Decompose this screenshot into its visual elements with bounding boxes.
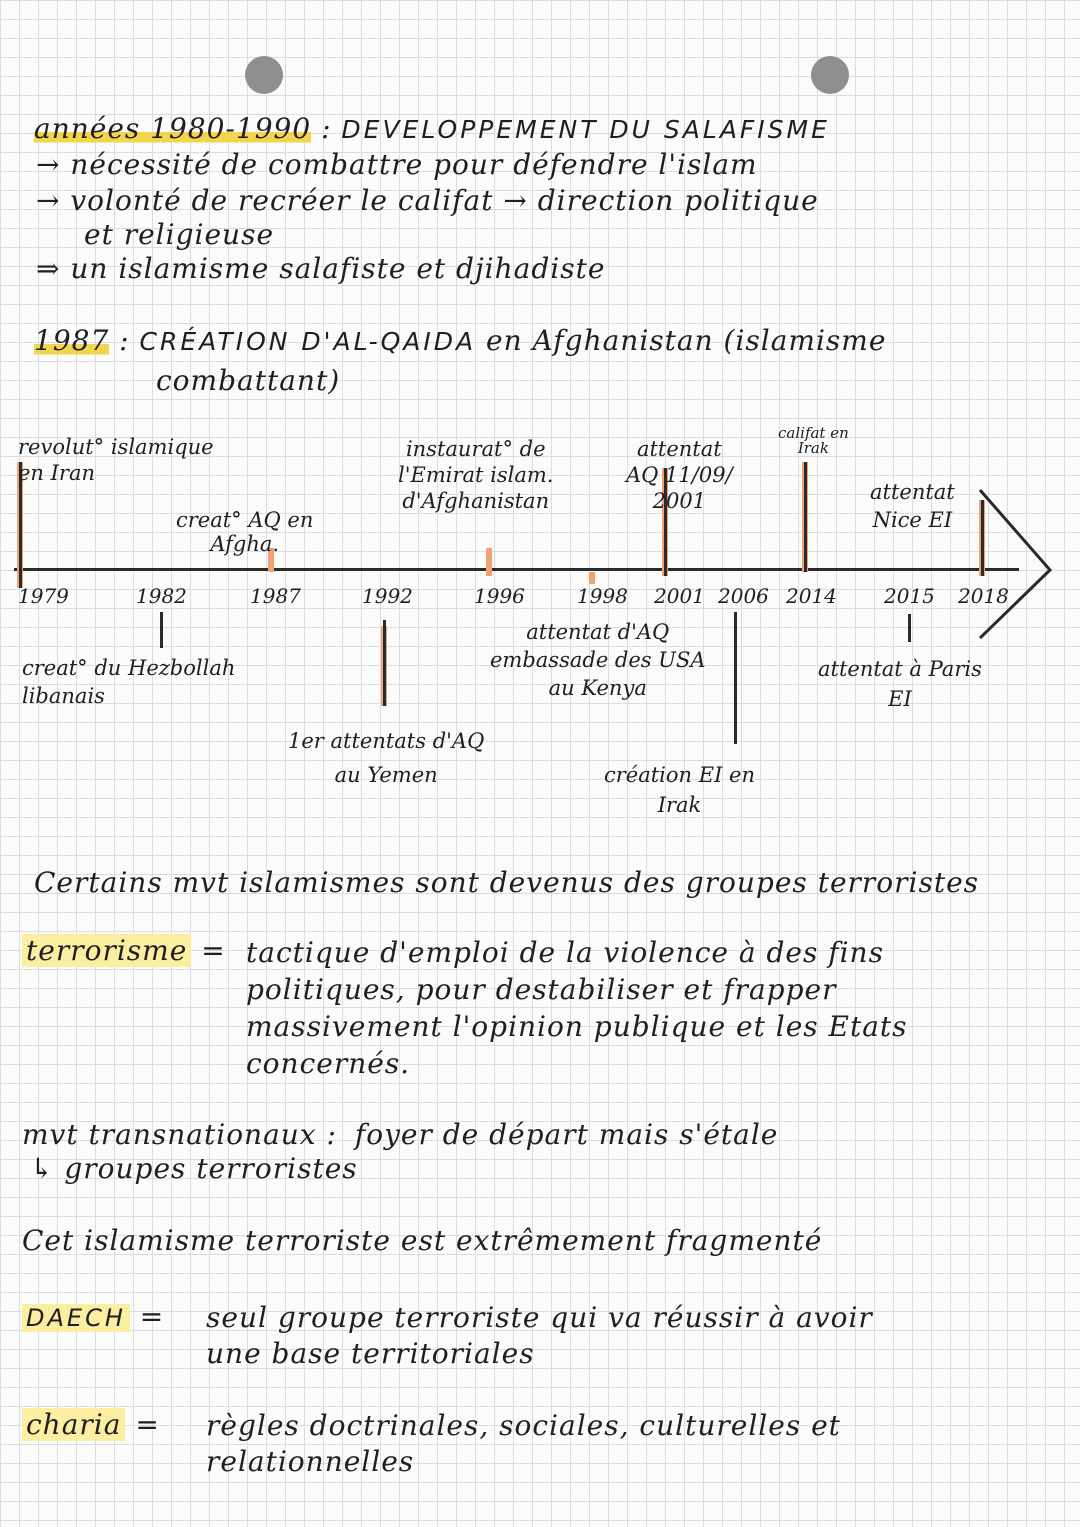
label-revolution-1: revolut° islamique: [18, 435, 214, 459]
label-creation-ei-2: Irak: [657, 793, 702, 817]
label-kenya-2: embassade des USA: [490, 648, 706, 672]
label-creat-aq: [176, 508, 313, 556]
transnational-sub: ↳ groupes terroristes: [30, 1152, 358, 1185]
timeline-axis: [14, 568, 1019, 571]
label-kenya: [490, 618, 706, 702]
def-daech-line1: seul groupe terroriste qui va réussir à avoir: [206, 1301, 873, 1334]
label-califat-2: Irak: [797, 439, 829, 457]
label-creation-ei-1: création EI en: [604, 763, 755, 787]
section2-rest2: combattant): [156, 364, 341, 397]
year-2015: 2015: [884, 584, 935, 608]
tick-2014: [804, 462, 807, 572]
label-revolution-2: en Iran: [18, 461, 96, 485]
label-califat: [778, 426, 849, 456]
label-emirat: [398, 436, 553, 514]
label-yemen: [288, 724, 484, 792]
year-1987: 1987: [250, 584, 301, 608]
def-terrorisme-line3: massivement l'opinion publique et les Etats: [246, 1010, 908, 1043]
section1-title: DEVELOPPEMENT DU SALAFISME: [341, 115, 830, 144]
label-creat-aq-1: creat° AQ en: [176, 508, 314, 532]
term-charia: charia: [22, 1408, 125, 1441]
def-daech-lines: [206, 1300, 873, 1372]
def-charia-line2: relationnelles: [206, 1445, 415, 1478]
year-1998: 1998: [577, 584, 628, 608]
marker-1998: [589, 572, 595, 584]
label-paris: [818, 654, 982, 714]
punch-hole-left: [245, 56, 283, 94]
section1-colon: :: [321, 112, 332, 145]
year-1992: 1992: [362, 584, 413, 608]
label-attentat-911: [626, 436, 733, 514]
term-terrorisme: terrorisme: [22, 934, 191, 967]
tick-1982: [160, 612, 163, 648]
label-kenya-3: au Kenya: [548, 676, 647, 700]
year-2018: 2018: [958, 584, 1009, 608]
def-charia-line1: règles doctrinales, sociales, culturelles et: [206, 1409, 841, 1442]
def-charia-lines: [206, 1408, 841, 1480]
label-emirat-2: l'Emirat islam.: [398, 463, 554, 487]
label-paris-2: EI: [888, 687, 912, 711]
term-daech: DAECH: [22, 1304, 130, 1332]
paragraph-fragmente: Cet islamisme terroriste est extrêmement fragmenté: [22, 1224, 823, 1257]
label-emirat-3: d'Afghanistan: [402, 489, 550, 513]
label-attentat-911-2: AQ 11/09/: [626, 463, 733, 487]
eq-daech: =: [139, 1300, 165, 1333]
year-2001: 2001: [654, 584, 705, 608]
label-yemen-2: au Yemen: [334, 763, 438, 787]
section1-line2: → volonté de recréer le califat → direction politique: [36, 184, 819, 217]
year-1979: 1979: [18, 584, 69, 608]
year-1996: 1996: [474, 584, 525, 608]
year-2014: 2014: [786, 584, 837, 608]
tick-1992: [383, 620, 386, 706]
section2-heading: [34, 324, 886, 357]
transnational-line: [22, 1118, 778, 1151]
label-nice-2: Nice EI: [872, 508, 953, 532]
def-terrorisme-line2: politiques, pour destabiliser et frapper: [246, 973, 837, 1006]
section1-date: années 1980-1990: [34, 112, 312, 145]
def-daech-line2: une base territoriales: [206, 1337, 535, 1370]
tick-2006: [734, 612, 737, 744]
label-kenya-1: attentat d'AQ: [526, 620, 670, 644]
definition-charia: [22, 1408, 160, 1441]
timeline-arrowhead: [978, 488, 1058, 648]
section1-line4: ⇒ un islamisme salafiste et djihadiste: [36, 252, 606, 285]
label-califat-1: califat en: [778, 424, 849, 442]
term-transnational: mvt transnationaux :: [22, 1118, 337, 1151]
label-nice-1: attentat: [870, 480, 955, 504]
label-attentat-911-3: 2001: [652, 489, 707, 513]
def-terrorisme-line4: concernés.: [246, 1047, 411, 1080]
section2-title: CRÉATION D'AL-QAIDA: [139, 327, 477, 356]
eq-charia: =: [135, 1408, 160, 1441]
def-terrorisme-lines: [246, 934, 908, 1082]
section1-line3: et religieuse: [84, 218, 275, 251]
label-nice: [870, 478, 955, 534]
definition-daech: [22, 1300, 164, 1333]
def-terrorisme-line1: tactique d'emploi de la violence à des fins: [246, 936, 884, 969]
label-creation-ei: [604, 760, 755, 820]
label-hezbollah: [22, 654, 235, 710]
label-yemen-1: 1er attentats d'AQ: [288, 729, 485, 753]
paragraph-groupes: Certains mvt islamismes sont devenus des groupes terroristes: [34, 866, 980, 899]
section1-line1: → nécessité de combattre pour défendre l'islam: [36, 148, 758, 181]
label-creat-aq-2: Afgha.: [210, 532, 280, 556]
def-transnational: foyer de départ mais s'étale: [354, 1118, 779, 1151]
section1-heading: [34, 112, 830, 145]
tick-2015: [908, 614, 911, 642]
label-revolution: [18, 434, 214, 486]
label-hezbollah-1: creat° du Hezbollah: [22, 656, 236, 680]
label-paris-1: attentat à Paris: [818, 657, 982, 681]
section2-colon: :: [119, 324, 130, 357]
section2-year: 1987: [34, 324, 110, 357]
label-attentat-911-1: attentat: [636, 437, 722, 461]
section2-rest: en Afghanistan (islamisme: [486, 324, 887, 357]
punch-hole-right: [811, 56, 849, 94]
tick-2018: [981, 500, 984, 576]
year-1982: 1982: [136, 584, 187, 608]
definition-terrorisme: [22, 934, 226, 967]
eq-terrorisme: =: [201, 934, 226, 967]
label-hezbollah-2: libanais: [22, 684, 105, 708]
marker-1996: [486, 548, 492, 576]
label-emirat-1: instaurat° de: [405, 437, 546, 461]
year-2006: 2006: [718, 584, 769, 608]
